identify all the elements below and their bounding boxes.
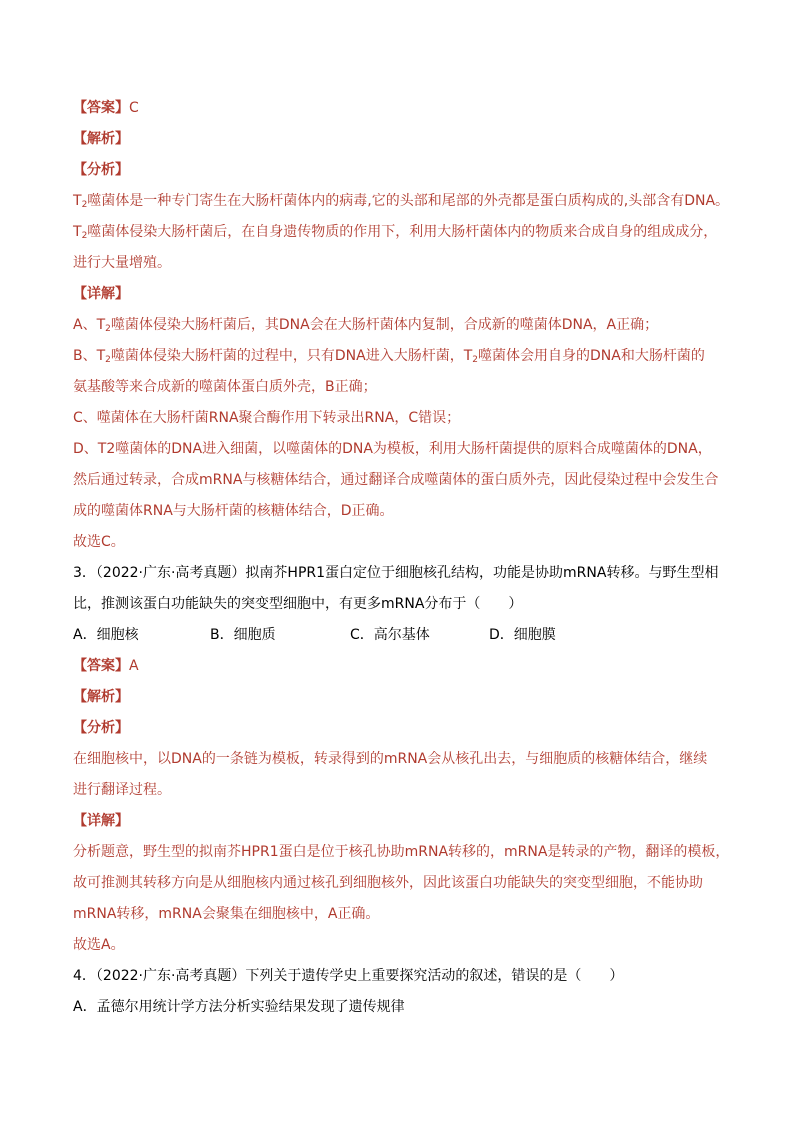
choose-line: 故选C。 (73, 534, 125, 550)
q3-answer-line: 【答案】A (73, 658, 139, 674)
q3-detail-tag: 【详解】 (73, 813, 129, 829)
q3-fenxi-tag: 【分析】 (73, 720, 129, 736)
answer-line (73, 98, 733, 118)
q3-option-d: D．细胞膜 (489, 627, 556, 643)
q3-choose: 故选A。 (73, 937, 125, 953)
q3-detail-3: mRNA转移，mRNA会聚集在细胞核中，A正确。 (73, 906, 380, 922)
detail-d-1: D、T2噬菌体的DNA进入细菌，以噬菌体的DNA为模板，利用大肠杆菌提供的原料合成噬菌体的DNA， (73, 441, 712, 457)
q3-detail-2: 故可推测其转移方向是从细胞核内通过核孔到细胞核外，因此该蛋白功能缺失的突变型细胞，不能协助 (73, 875, 703, 891)
q3-answer-value: A (129, 658, 139, 674)
q3-options (73, 625, 733, 645)
q3-stem-1: 3．（2022·广东·高考真题）拟南芥HPR1蛋白定位于细胞核孔结构，功能是协助mRNA转移。与野生型相 (73, 565, 719, 581)
q3-option-c: C．高尔基体 (350, 627, 430, 643)
q3-stem-2: 比，推测该蛋白功能缺失的突变型细胞中，有更多mRNA分布于（ ） (73, 596, 523, 612)
q3-option-b: B．细胞质 (210, 627, 276, 643)
detail-d-2: 然后通过转录，合成mRNA与核糖体结合，通过翻译合成噬菌体的蛋白质外壳，因此侵染过程中会发生合 (73, 472, 719, 488)
detail-tag: 【详解】 (73, 286, 129, 302)
detail-b-2: 氨基酸等来合成新的噬菌体蛋白质外壳，B正确； (73, 379, 377, 395)
answer-tag: 【答案】 (73, 100, 129, 116)
fenxi-line-3: 进行大量增殖。 (73, 255, 171, 271)
detail-a: A、$T_2$噬菌体侵染大肠杆菌后，其DNA会在大肠杆菌体内复制，合成新的噬菌体DNA，A正确； (73, 317, 659, 334)
q3-fenxi-1: 在细胞核中，以DNA的一条链为模板，转录得到的mRNA会从核孔出去，与细胞质的核糖体结合，继续 (73, 751, 708, 767)
fenxi-line-2: $T_2$噬菌体侵染大肠杆菌后，在自身遗传物质的作用下，利用大肠杆菌体内的物质来合成自身的组成成分， (73, 224, 718, 241)
q3-detail-1: 分析题意，野生型的拟南芥HPR1蛋白是位于核孔协助mRNA转移的，mRNA是转录的产物，翻译的模板， (73, 844, 730, 860)
detail-d-3: 成的噬菌体RNA与大肠杆菌的核糖体结合，D正确。 (73, 503, 394, 519)
q3-analysis-tag: 【解析】 (73, 689, 129, 705)
analysis-tag: 【解析】 (73, 131, 129, 147)
detail-c: C、噬菌体在大肠杆菌RNA聚合酶作用下转录出RNA，C错误； (73, 410, 461, 426)
q4-option-a: A．孟德尔用统计学方法分析实验结果发现了遗传规律 (73, 999, 405, 1015)
fenxi-tag: 【分析】 (73, 162, 129, 178)
fenxi-line-1: $T_2$噬菌体是一种专门寄生在大肠杆菌体内的病毒,它的头部和尾部的外壳都是蛋白质构成的,头部含有DNA。 (73, 193, 730, 210)
detail-b-1: B、$T_2$噬菌体侵染大肠杆菌的过程中，只有DNA进入大肠杆菌，$T_2$噬菌体会用自身的DNA和大肠杆菌的 (73, 348, 705, 365)
q4-stem: 4．（2022·广东·高考真题）下列关于遗传学史上重要探究活动的叙述，错误的是（ ） (73, 968, 624, 984)
q3-option-a: A．细胞核 (73, 627, 139, 643)
q3-fenxi-2: 进行翻译过程。 (73, 782, 171, 798)
document-content (73, 98, 733, 1028)
answer-value: C (129, 100, 139, 116)
